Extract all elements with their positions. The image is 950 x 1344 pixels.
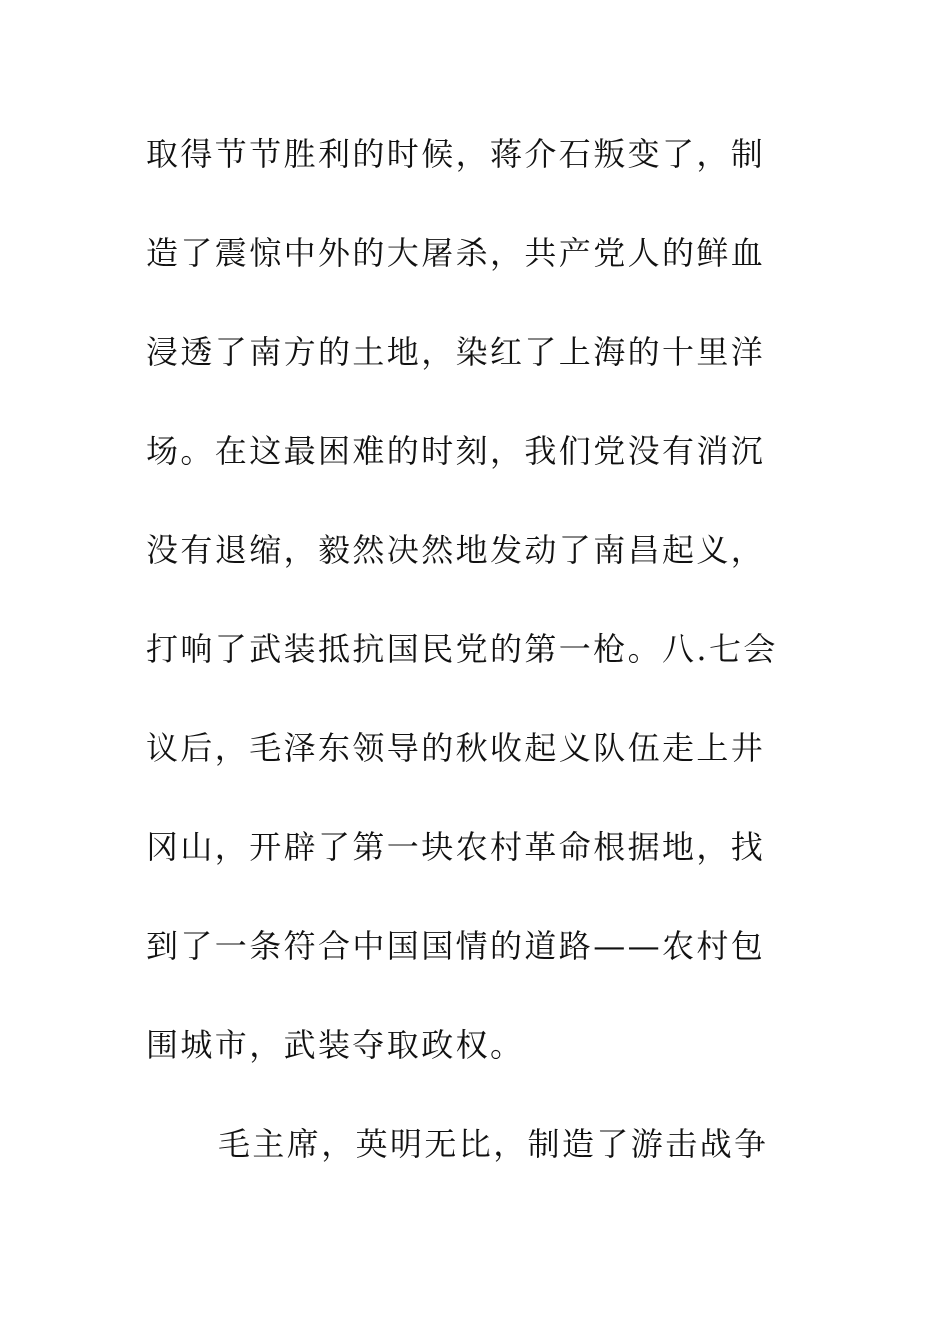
body-text bbox=[146, 126, 806, 1215]
text-line: 打响了武装抵抗国民党的第一枪。八.七会 bbox=[146, 630, 778, 668]
text-line: 围城市，武装夺取政权。 bbox=[146, 1026, 525, 1064]
text-line: 冈山，开辟了第一块农村革命根据地，找 bbox=[146, 828, 766, 866]
text-line: 场。在这最困难的时刻，我们党没有消沉 bbox=[146, 432, 766, 470]
text-line: 议后，毛泽东领导的秋收起义队伍走上井 bbox=[146, 729, 766, 767]
text-line: 没有退缩，毅然决然地发动了南昌起义， bbox=[146, 531, 766, 569]
text-line: 浸透了南方的土地，染红了上海的十里洋 bbox=[146, 333, 766, 371]
text-line: 取得节节胜利的时候，蒋介石叛变了，制 bbox=[146, 135, 766, 173]
paragraph-start-line: 毛主席，英明无比，制造了游击战争 bbox=[218, 1125, 769, 1163]
text-line: 造了震惊中外的大屠杀，共产党人的鲜血 bbox=[146, 234, 766, 272]
text-line: 到了一条符合中国国情的道路——农村包 bbox=[146, 927, 766, 965]
